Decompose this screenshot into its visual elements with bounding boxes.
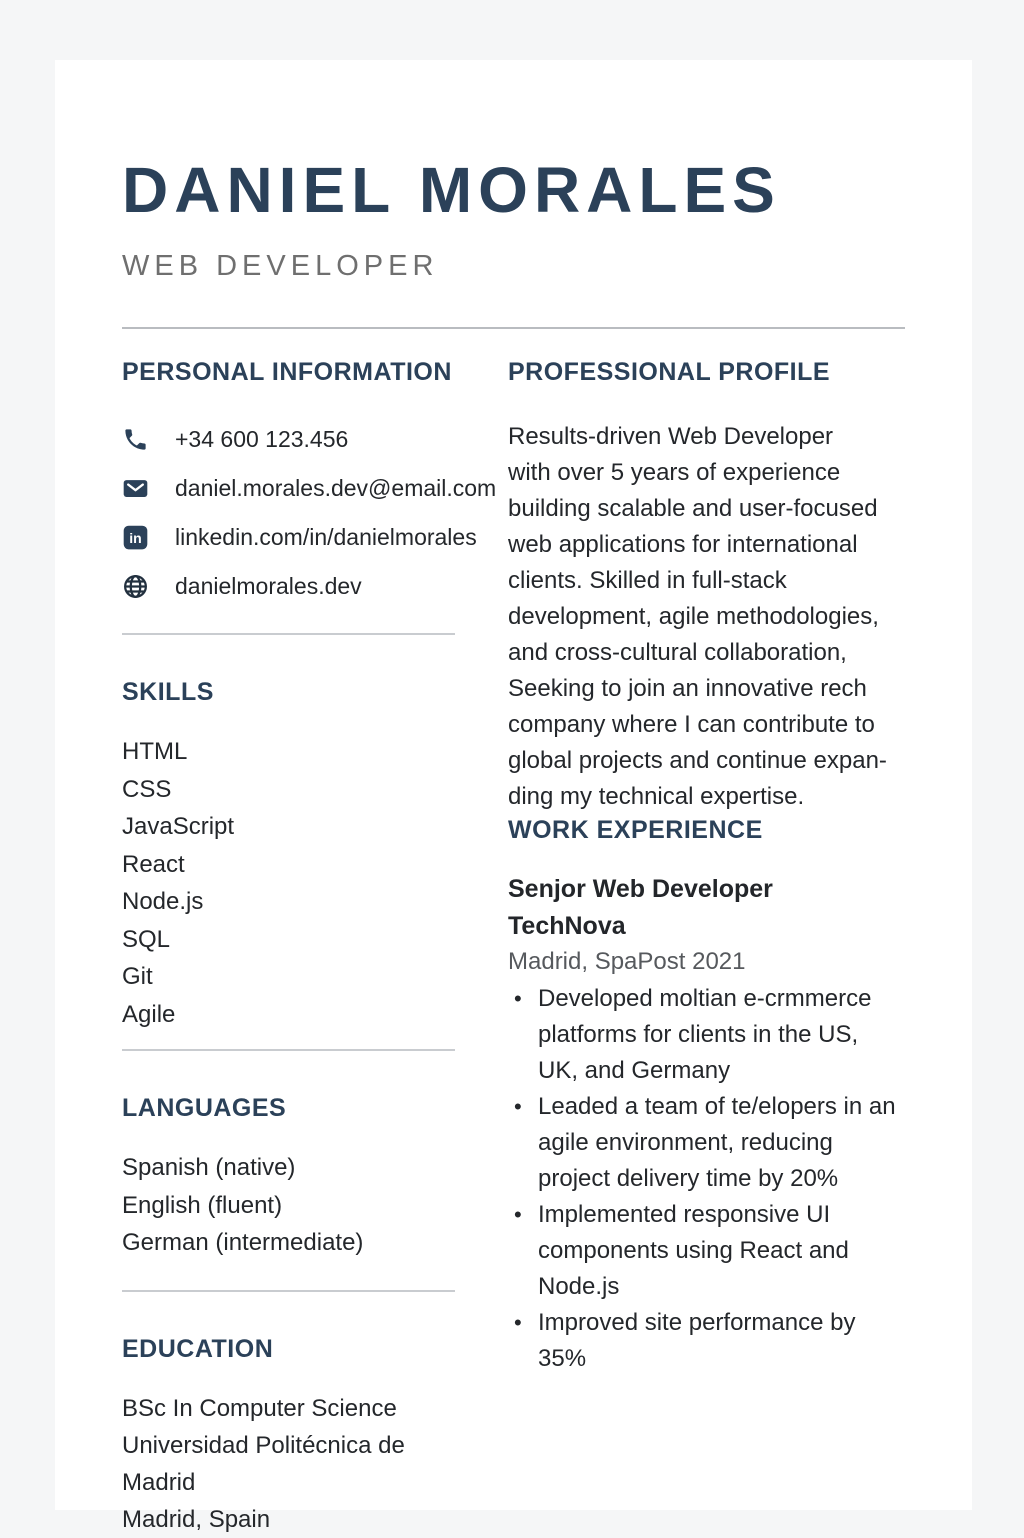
bullet-item: • Leaded a team of te/elopers in an agile environment, reducing project delivery time by 20% [508,1089,905,1197]
languages-list [122,1149,455,1262]
bullet-item: • Implemented responsive UI components using React and Node.js [508,1197,905,1305]
content-columns [122,357,905,1538]
professional-profile-heading: PROFESSIONAL PROFILE [508,358,831,386]
profile-line: global projects and continue expan- [508,747,887,774]
skills-list [122,733,455,1033]
education-degree: BSc In Computer Science [122,1394,397,1422]
linkedin-value: linkedin.com/in/danielmorales [175,524,477,550]
profile-line: clients. Skilled in full-stack [508,567,787,594]
linkedin-icon [122,524,149,551]
profile-line: with over 5 years of experience [508,459,841,486]
contact-row-linkedin [122,513,477,562]
language-item: German (intermediate) [122,1229,364,1256]
contact-list [122,415,497,611]
resume-page [55,60,972,1533]
right-column [508,357,905,1538]
languages-heading: LANGUAGES [122,1094,287,1122]
divider [122,1290,455,1292]
skill-item: Git [122,963,153,990]
contact-row-phone [122,415,455,464]
contact-row-website [122,562,455,611]
email-icon [122,475,149,502]
skill-item: Node.js [122,888,204,915]
bullet-item: • Developed moltian e-crmmerce platforms for clients in the US, UK, and Germany [508,981,905,1089]
work-experience-bullets [508,981,905,1377]
profile-line: company where I can contribute to [508,711,875,738]
globe-icon [122,573,149,600]
profile-line: Results-driven Web Developer [508,423,834,450]
job-subtitle: WEB DEVELOPER [122,250,439,282]
bullet-marker: • [514,1093,522,1119]
profile-line: development, agile methodologies, [508,603,879,630]
page-title: DANIEL MORALES [122,154,781,226]
phone-icon [122,426,149,453]
phone-value: +34 600 123.456 [175,426,349,452]
skill-item: React [122,850,185,878]
job-location-date: Madrid, SpaPost 2021 [508,948,746,975]
skill-item: CSS [122,775,172,803]
svg-text:in: in [129,530,142,547]
professional-profile-text [508,419,905,815]
bullet-item: • Improved site performance by 35% [508,1305,905,1377]
work-experience-entry [508,871,905,981]
bullet-marker: • [514,1201,522,1227]
education-location: Madrid, Spain [122,1505,271,1533]
job-company: TechNova [508,911,626,940]
profile-line: Seeking to join an innovative rech [508,675,867,702]
skill-item: JavaScript [122,813,235,840]
language-item: English (fluent) [122,1191,283,1219]
education-heading: EDUCATION [122,1334,274,1363]
education-entry [122,1390,455,1538]
skill-item: SQL [122,925,171,953]
profile-line: building scalable and user-focused [508,495,878,522]
personal-information-heading: PERSONAL INFORMATION [122,358,452,386]
contact-row-email [122,464,497,513]
divider [122,633,455,635]
skill-item: HTML [122,738,188,765]
profile-line: web applications for international [508,531,858,558]
website-value: danielmorales.dev [175,573,362,599]
work-experience-heading: WORK EXPERIENCE [508,816,763,844]
skills-heading: SKILLS [122,678,214,706]
job-title: Senjor Web Developer [508,875,773,903]
profile-line: and cross-cultural collaboration, [508,639,847,666]
left-column [122,357,497,1538]
skill-item: Agile [122,1000,176,1028]
language-item: Spanish (native) [122,1154,296,1181]
bullet-marker: • [514,1309,522,1335]
header-divider [122,327,905,329]
education-institution: Universidad Politécnica de Madrid [122,1431,405,1496]
bullet-marker: • [514,985,522,1011]
email-value: daniel.morales.dev@email.com [175,475,497,501]
profile-line: ding my technical expertise. [508,783,805,810]
divider [122,1049,455,1051]
